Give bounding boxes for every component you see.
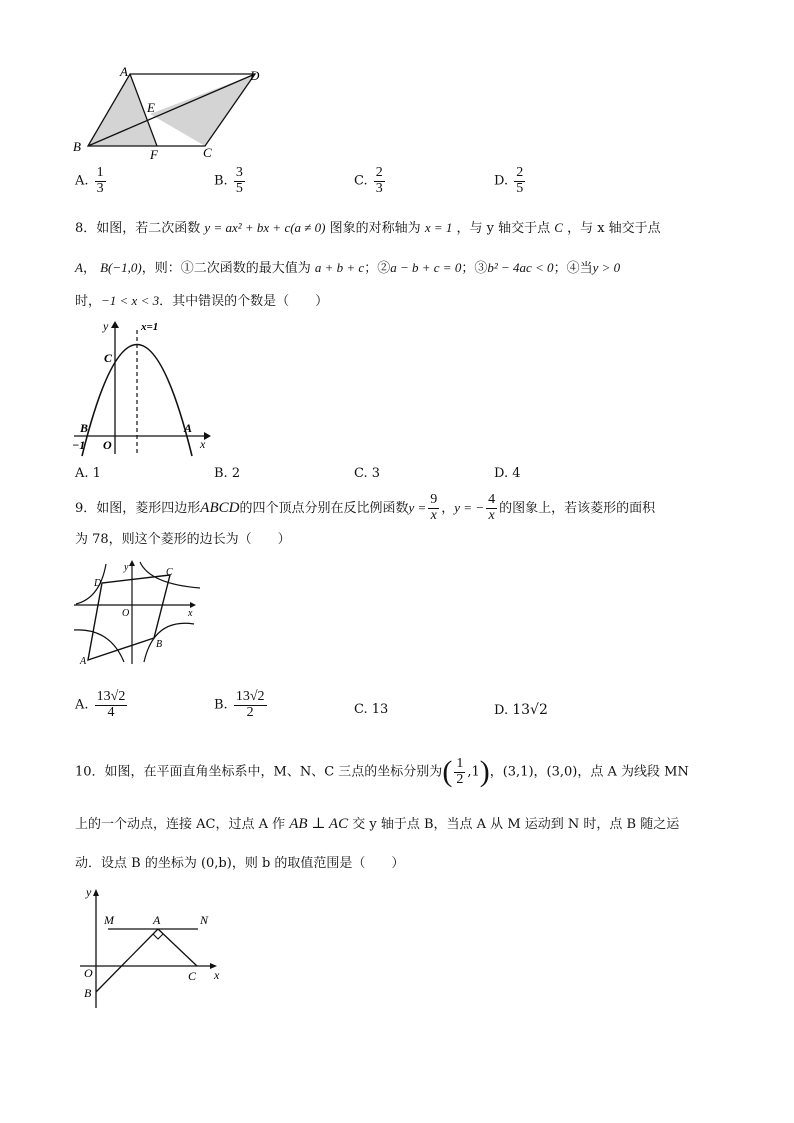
numerator: 2 xyxy=(516,165,524,180)
q8-text: ；③ xyxy=(461,261,488,276)
label-a: A xyxy=(80,656,87,667)
q10-coordinate-rest: ,1 xyxy=(467,764,480,780)
label-f: F xyxy=(150,147,158,162)
q9-function-2-lhs: y = − xyxy=(454,500,485,515)
option-value: 3 xyxy=(371,466,381,481)
label-c: C xyxy=(188,969,197,983)
label-x: x xyxy=(200,437,206,451)
q9-option-b[interactable] xyxy=(214,690,269,720)
numerator: 4 xyxy=(488,492,496,508)
right-paren: ) xyxy=(479,755,490,788)
q8-statement-3: b² − 4ac < 0 xyxy=(487,260,554,275)
q8-option-b[interactable] xyxy=(214,466,240,481)
label-y: y xyxy=(124,562,129,573)
q8-point-c: C xyxy=(554,220,563,235)
numerator: 1 xyxy=(456,755,464,771)
label-a: A xyxy=(120,64,128,79)
q9-line-2 xyxy=(75,530,291,550)
numerator: 1 xyxy=(96,165,104,180)
option-value: 13√2 xyxy=(512,702,548,718)
option-letter: D. xyxy=(494,466,509,481)
shaded-triangle-ecd xyxy=(150,74,255,146)
q8-text: ，与 y 轴交于点 xyxy=(456,221,551,236)
option-value: 4 xyxy=(512,466,521,481)
y-axis-arrow xyxy=(129,560,135,566)
option-letter: C. xyxy=(354,702,368,717)
q10-text: 10．如图，在平面直角坐标系中，M、N、C 三点的坐标分别为 xyxy=(75,764,443,780)
label-x: x xyxy=(188,608,193,619)
denominator: 5 xyxy=(235,180,243,196)
numerator: 13√2 xyxy=(235,689,265,704)
q8-statement-4: y > 0 xyxy=(592,260,621,275)
fraction xyxy=(514,166,525,196)
denominator: 5 xyxy=(516,180,524,196)
option-letter: B. xyxy=(214,697,228,713)
segment-ab xyxy=(96,929,158,992)
q8-text: ， xyxy=(82,261,96,276)
option-letter: A. xyxy=(75,697,89,713)
q8-axis-expression: x = 1 xyxy=(424,220,453,235)
label-c: C xyxy=(104,351,113,365)
q8-text: 时， xyxy=(75,294,102,309)
label-a: A xyxy=(153,913,161,927)
label-neg1: −1 xyxy=(72,438,86,452)
q8-text: 图象的对称轴为 xyxy=(329,221,421,236)
denominator: 4 xyxy=(107,704,115,720)
q8-option-a[interactable] xyxy=(75,466,101,481)
label-c: C xyxy=(166,567,173,578)
q8-option-d[interactable] xyxy=(494,466,521,481)
q7-option-c[interactable] xyxy=(354,166,387,196)
q8-statement-1: a + b + c xyxy=(314,260,365,275)
fraction xyxy=(374,166,385,196)
q9-function-1-lhs: y = xyxy=(408,500,427,515)
right-angle-mark xyxy=(153,934,163,939)
fraction xyxy=(234,690,267,720)
segment-ac xyxy=(158,929,197,966)
q7-option-d[interactable] xyxy=(494,166,527,196)
option-letter: D. xyxy=(494,703,509,718)
option-value: 2 xyxy=(231,466,241,481)
label-o: O xyxy=(103,438,112,452)
numerator: 2 xyxy=(375,165,383,180)
q10-line-3 xyxy=(75,854,404,874)
denominator: 2 xyxy=(246,704,254,720)
left-paren: ( xyxy=(442,755,453,788)
hyperbola-branch-bottom-right xyxy=(144,623,194,662)
option-letter: B. xyxy=(214,173,228,189)
option-letter: A. xyxy=(75,173,89,189)
denominator: 2 xyxy=(456,771,464,787)
label-d: D xyxy=(94,578,102,589)
option-letter: B. xyxy=(214,466,228,481)
q9-text: 为 78，则这个菱形的边长为（ ） xyxy=(75,532,291,547)
q9-option-d[interactable] xyxy=(494,702,548,718)
q8-text: ．其中错误的个数是（ ） xyxy=(159,294,329,309)
q9-line-1 xyxy=(75,490,655,527)
q8-line-1 xyxy=(75,218,661,239)
q7-option-b[interactable] xyxy=(214,166,247,196)
q9-separator: ， xyxy=(441,501,455,516)
q9-abcd: ABCD xyxy=(200,500,240,516)
fraction xyxy=(95,166,106,196)
q10-line-2 xyxy=(75,814,679,835)
q8-text: ；④当 xyxy=(553,261,593,276)
option-value: 1 xyxy=(92,466,101,481)
q10-perpendicular: AB ⊥ AC xyxy=(289,816,349,832)
q10-text: 动．设点 B 的坐标为 (0,b)，则 b 的取值范围是（ ） xyxy=(75,856,405,871)
q8-text: ；② xyxy=(364,261,391,276)
label-o: O xyxy=(122,608,130,619)
label-e: E xyxy=(147,100,155,115)
figure-q10-coordinates xyxy=(78,884,228,1010)
figure-q8-parabola xyxy=(70,318,215,458)
option-letter: C. xyxy=(354,173,368,189)
q8-range: −1 < x < 3 xyxy=(101,293,160,308)
label-b: B xyxy=(73,139,81,154)
numerator: 13√2 xyxy=(96,689,126,704)
q8-equation: y = ax² + bx + c(a ≠ 0) xyxy=(204,220,326,235)
q9-text: 的四个顶点分别在反比例函数 xyxy=(239,501,409,516)
q9-option-a[interactable] xyxy=(75,690,129,720)
q9-text: 的图象上，若该菱形的面积 xyxy=(499,501,656,516)
fraction xyxy=(234,166,245,196)
option-value: 13 xyxy=(371,702,389,717)
q9-function-1-fraction xyxy=(428,493,439,523)
figure-q9-rhombus xyxy=(72,558,202,668)
option-letter: A. xyxy=(75,466,89,481)
option-letter: D. xyxy=(494,173,509,189)
option-letter: C. xyxy=(354,466,368,481)
label-b: B xyxy=(80,421,89,435)
label-m: M xyxy=(104,913,114,927)
q8-statement-2: a − b + c = 0 xyxy=(390,260,462,275)
q9-option-c[interactable] xyxy=(354,702,388,717)
q10-coordinate-fraction xyxy=(454,757,465,787)
q8-line-2 xyxy=(75,258,620,279)
q9-function-2-fraction xyxy=(486,493,497,523)
q8-text: ，则：①二次函数的最大值为 xyxy=(141,261,311,276)
q10-text: 交 y 轴于点 B，当点 A 从 M 运动到 N 时，点 B 随之运 xyxy=(352,817,680,832)
label-a: A xyxy=(184,421,193,435)
label-d: D xyxy=(250,68,260,83)
q10-line-1 xyxy=(75,752,689,793)
q8-text: ，与 x 轴交于点 xyxy=(567,221,661,236)
label-n: N xyxy=(200,913,209,927)
y-axis-arrow xyxy=(93,889,99,896)
denominator: x xyxy=(430,508,437,523)
label-b: B xyxy=(84,986,92,1000)
q7-option-a[interactable] xyxy=(75,166,108,196)
label-c: C xyxy=(203,145,212,160)
q8-point-a: A xyxy=(75,260,83,275)
denominator: 3 xyxy=(96,180,104,196)
q9-text: 9．如图，菱形四边形 xyxy=(75,501,201,516)
fraction xyxy=(95,690,128,720)
numerator: 3 xyxy=(235,165,243,180)
q8-text: 8．如图，若二次函数 xyxy=(75,221,201,236)
label-b: B xyxy=(156,639,163,650)
figure-q7-parallelogram xyxy=(70,62,270,162)
label-x: x xyxy=(214,968,220,982)
label-axis-x1: x=1 xyxy=(141,321,159,333)
q8-option-c[interactable] xyxy=(354,466,380,481)
q8-point-b: B(−1,0) xyxy=(100,260,142,275)
q10-text: ，(3,1)，(3,0)，点 A 为线段 MN xyxy=(489,764,689,780)
label-o: O xyxy=(84,966,93,980)
q10-text: 上的一个动点，连接 AC，过点 A 作 xyxy=(75,817,286,832)
y-axis-arrow xyxy=(111,321,119,328)
label-y: y xyxy=(86,885,92,899)
q8-line-3 xyxy=(75,291,328,312)
numerator: 9 xyxy=(430,492,438,508)
denominator: x xyxy=(488,508,495,523)
label-y: y xyxy=(103,319,109,333)
denominator: 3 xyxy=(375,180,383,196)
